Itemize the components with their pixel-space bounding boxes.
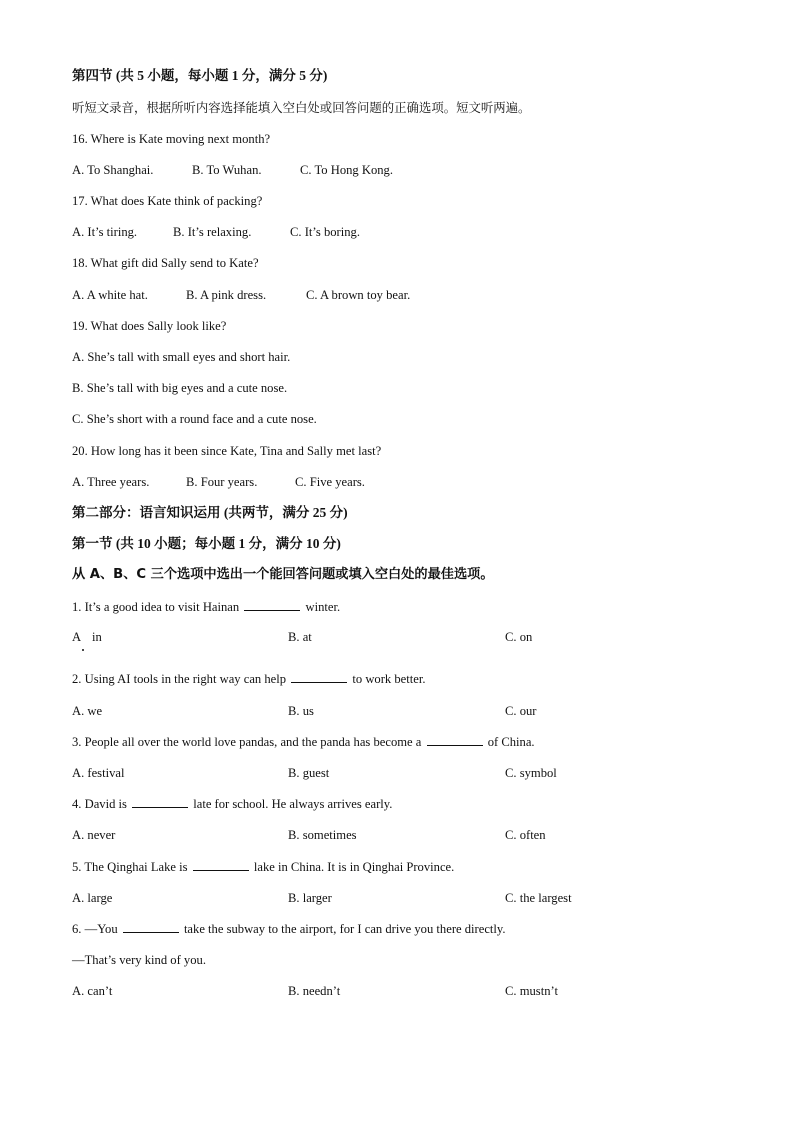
question-17: 17. What does Kate think of packing? [72,194,263,208]
option-6-b: B. needn’t [288,984,341,998]
question-18: 18. What gift did Sally send to Kate? [72,256,259,270]
option-19-c: C. She’s short with a round face and a cute nose. [72,412,317,426]
option-1-b: B. at [288,630,312,644]
option-3-a: A. festival [72,766,125,780]
question-6-reply: —That’s very kind of you. [72,953,206,967]
option-16-b: B. To Wuhan. [192,163,262,177]
question-16: 16. Where is Kate moving next month? [72,132,271,146]
option-3-c: C. symbol [505,766,557,780]
option-2-c: C. our [505,704,537,718]
answer-blank [244,599,300,611]
option-16-c: C. To Hong Kong. [300,163,393,177]
option-2-a: A. we [72,704,103,718]
option-19-b: B. She’s tall with big eyes and a cute nose. [72,381,288,395]
question-2-tail: to work better. [352,672,426,686]
option-16-a: A. To Shanghai. [72,163,154,177]
option-20-c: C. Five years. [295,475,365,489]
question-6-text: 6. —You [72,922,118,936]
option-20-a: A. Three years. [72,475,150,489]
option-4-b: B. sometimes [288,828,357,842]
option-18-c: C. A brown toy bear. [306,288,411,302]
question-3-tail: of China. [487,735,535,749]
answer-blank [123,921,179,933]
question-6-tail: take the subway to the airport, for I can drive you there directly. [183,922,506,936]
question-19: 19. What does Sally look like? [72,319,227,333]
question-4-tail: late for school. He always arrives early. [193,797,393,811]
option-5-a: A. large [72,891,113,905]
answer-blank [427,734,483,746]
section-heading: 第四节 (共 5 小题，每小题 1 分，满分 5 分) [72,68,328,83]
section-instruction: 听短文录音，根据所听内容选择能填入空白处或回答问题的正确选项。短文听两遍。 [72,100,531,115]
question-3-text: 3. People all over the world love pandas, and the panda has become a [72,735,422,749]
answer-blank [193,859,249,871]
option-4-a: A. never [72,828,116,842]
option-18-a: A. A white hat. [72,288,148,302]
section-heading: 第一节 (共 10 小题；每小题 1 分，满分 10 分) [72,536,341,551]
question-5-text: 5. The Qinghai Lake is [72,860,188,874]
question-5-tail: lake in China. It is in Qinghai Province. [253,860,455,874]
option-19-a: A. She’s tall with small eyes and short hair. [72,350,291,364]
option-6-a: A. can’t [72,984,113,998]
question-2-text: 2. Using AI tools in the right way can help [72,672,287,686]
option-1-a: in [92,630,102,644]
option-6-c: C. mustn’t [505,984,558,998]
option-4-c: C. often [505,828,546,842]
question-5 [72,859,454,875]
question-4 [72,796,392,812]
question-20: 20. How long has it been since Kate, Tina and Sally met last? [72,444,382,458]
option-5-c: C. the largest [505,891,572,905]
question-2 [72,671,426,687]
answer-blank [132,796,188,808]
option-dot [82,649,84,651]
option-20-b: B. Four years. [186,475,258,489]
question-1 [72,599,340,615]
option-17-c: C. It’s boring. [290,225,360,239]
part-heading: 第二部分：语言知识运用 (共两节，满分 25 分) [72,505,348,520]
option-5-b: B. larger [288,891,332,905]
section-instruction: 从 A、B、C 三个选项中选出一个能回答问题或填入空白处的最佳选项。 [72,567,494,582]
question-6 [72,921,506,937]
option-1-c: C. on [505,630,533,644]
option-3-b: B. guest [288,766,330,780]
question-1-text: 1. It’s a good idea to visit Hainan [72,600,240,614]
option-18-b: B. A pink dress. [186,288,267,302]
question-4-text: 4. David is [72,797,127,811]
question-3 [72,734,535,750]
option-1-a-letter: A [72,630,82,644]
option-17-a: A. It’s tiring. [72,225,138,239]
option-2-b: B. us [288,704,314,718]
option-17-b: B. It’s relaxing. [173,225,252,239]
answer-blank [291,671,347,683]
question-1-tail: winter. [305,600,341,614]
